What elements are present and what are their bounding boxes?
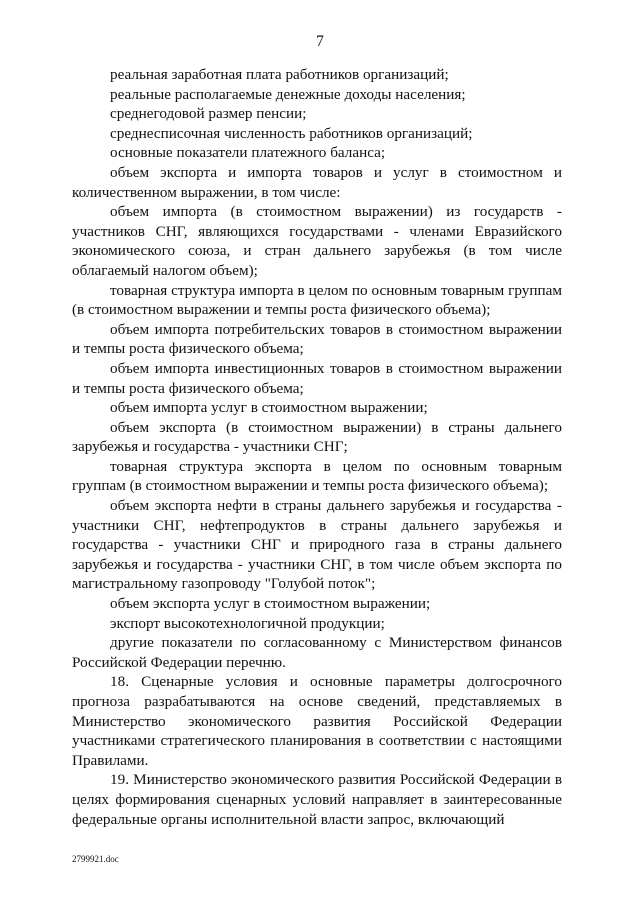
paragraph-balance-of-payments: основные показатели платежного баланса; [110,144,386,162]
paragraph-other-indicators: другие показатели по согласованному с Министерством финансов Российской Федерации перечню. [72,634,562,671]
paragraph-export-structure: товарная структура экспорта в целом по основным товарным группам (в стоимостном выражении и темпы роста физического объема); [72,457,562,495]
paragraph-real-wages: реальная заработная плата работников организаций; [110,66,449,83]
page-number: 7 [316,33,324,50]
paragraph-export-volume: объем экспорта (в стоимостном выражении) в страны дальнего зарубежья и государства - участники СНГ; [72,418,562,456]
paragraph-average-headcount: среднесписочная численность работников организаций; [110,124,473,142]
paragraph-section-19: 19. Министерство экономического развития Российской Федерации в целях формирования сценарных условий направляет в заинтересованные федеральные органы исполнительной власти запрос, включающий [72,771,562,828]
paragraph-section-18: 18. Сценарные условия и основные параметры долгосрочного прогноза разрабатываются на основе сведений, представляемых в Министерство экономического развития Российской Федерации участниками стратегического планирования в соответствии с настоящими Правилами. [72,673,562,769]
paragraph-high-tech-export: экспорт высокотехнологичной продукции; [110,614,385,632]
document-footer-filename: 2799921.doc [72,854,119,864]
paragraph-average-pension: среднегодовой размер пенсии; [110,105,307,123]
paragraph-oil-gas-export: объем экспорта нефти в страны дальнего зарубежья и государства - участники СНГ, нефтепродуктов в страны дальнего зарубежья и государства - участники СНГ и природного газа в страны дальнего зарубежья и государства - участники СНГ, в том числе объем экспорта по магистральному газопроводу "Голубой поток"; [72,497,562,593]
paragraph-investment-goods-import: объем импорта инвестиционных товаров в стоимостном выражении и темпы роста физического объема; [72,359,562,397]
paragraph-services-import: объем импорта услуг в стоимостном выражении; [110,399,428,417]
paragraph-real-disposable-income: реальные располагаемые денежные доходы населения; [110,85,466,103]
paragraph-services-export: объем экспорта услуг в стоимостном выражении; [110,595,431,613]
document-body [72,65,562,829]
paragraph-export-import-volume: объем экспорта и импорта товаров и услуг в стоимостном и количественном выражении, в том числе: [72,163,562,201]
paragraph-consumer-goods-import: объем импорта потребительских товаров в стоимостном выражении и темпы роста физического объема; [72,320,562,358]
paragraph-import-from-cis: объем импорта (в стоимостном выражении) из государств - участников СНГ, являющихся государствами - членами Евразийского экономического союза, и стран дальнего зарубежья (в том числе облагаемый налогом объем); [72,203,562,279]
paragraph-import-structure: товарная структура импорта в целом по основным товарным группам (в стоимостном выражении и темпы роста физического объема); [72,281,562,319]
